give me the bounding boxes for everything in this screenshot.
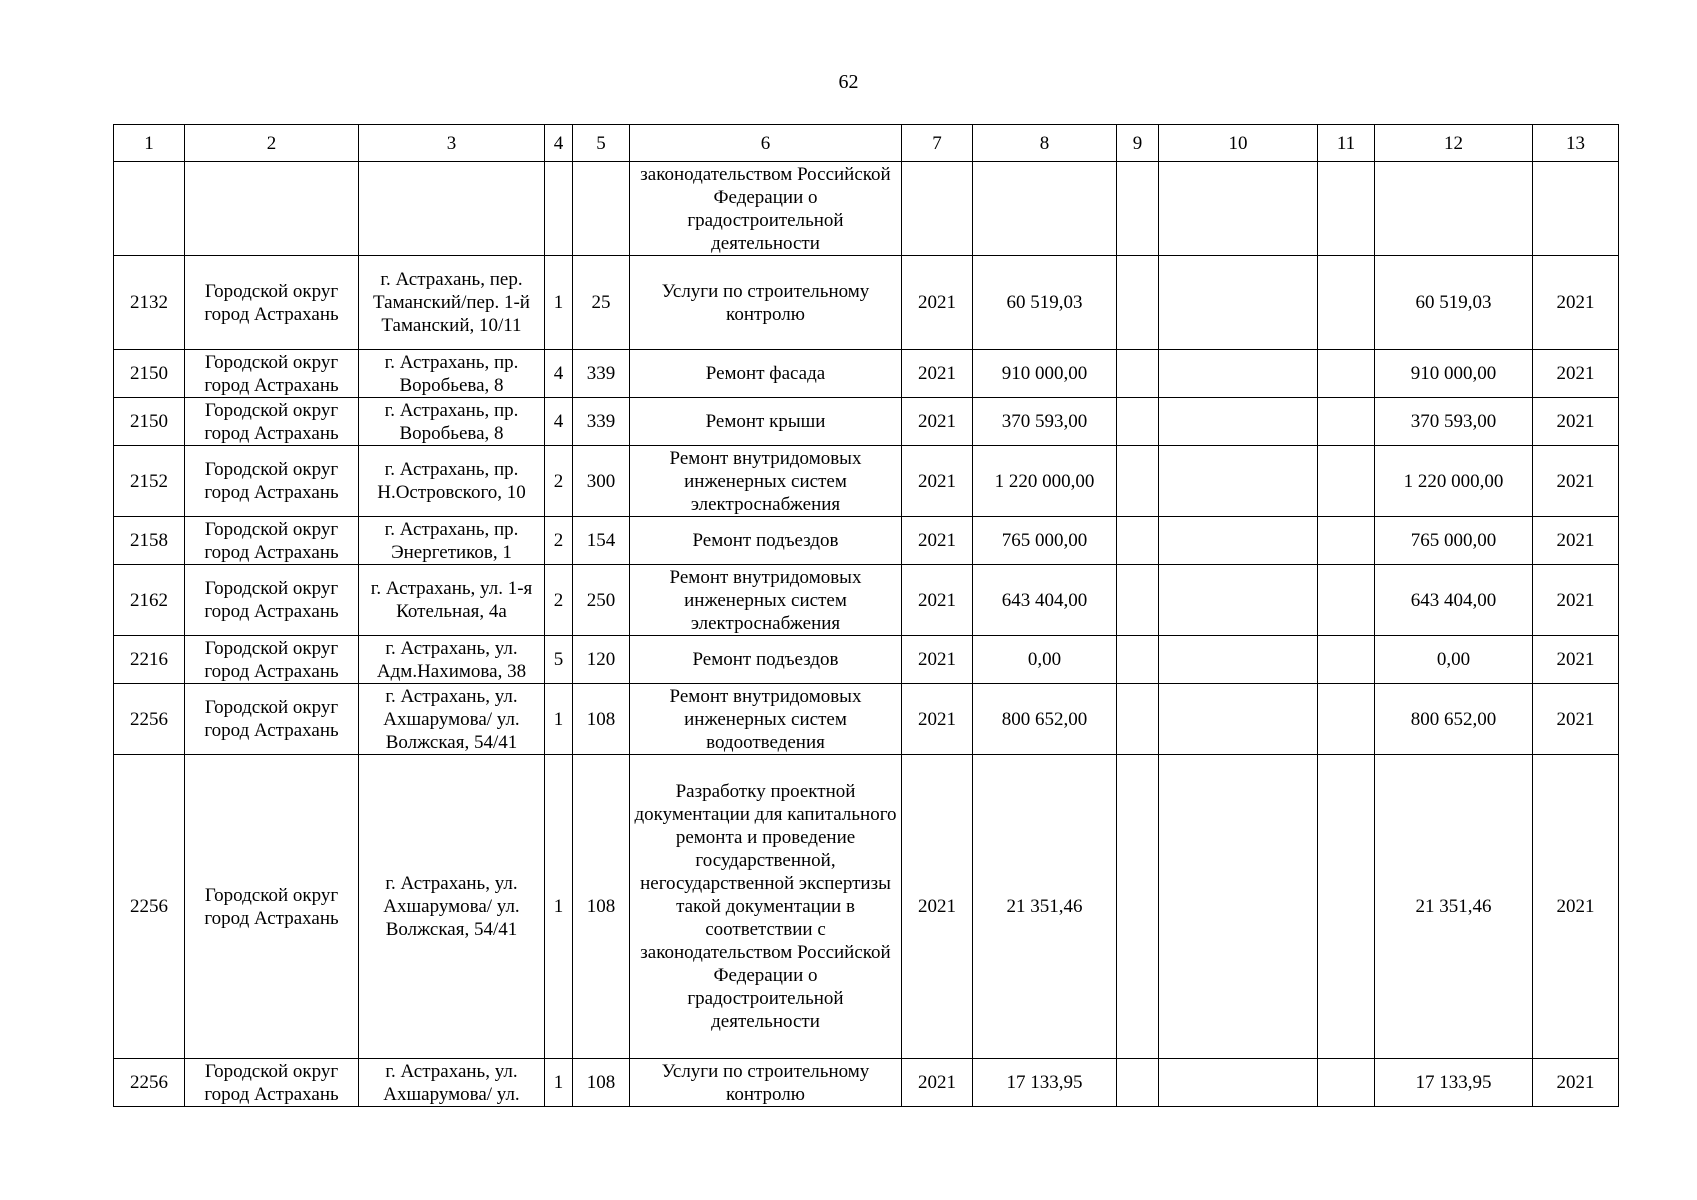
column-header: 8	[973, 125, 1117, 162]
amount: 765 000,00	[973, 517, 1117, 565]
row-number: 2152	[114, 446, 185, 517]
column-header: 12	[1375, 125, 1533, 162]
cell-col-11	[1318, 162, 1375, 256]
cell-col-5	[573, 162, 630, 256]
column-header: 3	[359, 125, 545, 162]
cell-col-11	[1318, 398, 1375, 446]
address: г. Астрахань, пр. Н.Островского, 10	[359, 446, 545, 517]
cell-col-9	[1117, 517, 1159, 565]
year-start: 2021	[902, 755, 973, 1059]
work-type: Ремонт крыши	[630, 398, 902, 446]
row-number: 2256	[114, 684, 185, 755]
address: г. Астрахань, ул. 1-я Котельная, 4а	[359, 565, 545, 636]
work-type: Услуги по строительному контролю	[630, 1059, 902, 1107]
amount: 370 593,00	[973, 398, 1117, 446]
year-start: 2021	[902, 256, 973, 350]
address: г. Астрахань, пер. Таманский/пер. 1-й Таманский, 10/11	[359, 256, 545, 350]
table-row	[114, 162, 1619, 256]
cell-col-10	[1159, 446, 1318, 517]
column-header: 2	[185, 125, 359, 162]
address: г. Астрахань, ул. Ахшарумова/ ул.	[359, 1059, 545, 1107]
cell-col-10	[1159, 684, 1318, 755]
year-end: 2021	[1533, 350, 1619, 398]
amount-total: 21 351,46	[1375, 755, 1533, 1059]
amount: 910 000,00	[973, 350, 1117, 398]
year-end	[1533, 162, 1619, 256]
table-body	[114, 162, 1619, 1107]
address: г. Астрахань, пр. Энергетиков, 1	[359, 517, 545, 565]
address: г. Астрахань, пр. Воробьева, 8	[359, 350, 545, 398]
table-row	[114, 256, 1619, 350]
column-header: 6	[630, 125, 902, 162]
cell-col-5: 108	[573, 684, 630, 755]
cell-col-5: 120	[573, 636, 630, 684]
cell-col-11	[1318, 256, 1375, 350]
cell-col-10	[1159, 565, 1318, 636]
row-number	[114, 162, 185, 256]
amount: 0,00	[973, 636, 1117, 684]
municipality: Городской округ город Астрахань	[185, 565, 359, 636]
amount: 1 220 000,00	[973, 446, 1117, 517]
cell-col-10	[1159, 350, 1318, 398]
cell-col-11	[1318, 684, 1375, 755]
cell-col-5: 25	[573, 256, 630, 350]
column-header: 11	[1318, 125, 1375, 162]
table-row	[114, 636, 1619, 684]
table-row	[114, 565, 1619, 636]
municipality: Городской округ город Астрахань	[185, 350, 359, 398]
table-row	[114, 517, 1619, 565]
cell-col-4: 5	[545, 636, 573, 684]
year-start: 2021	[902, 1059, 973, 1107]
year-start: 2021	[902, 565, 973, 636]
table-row	[114, 446, 1619, 517]
cell-col-9	[1117, 636, 1159, 684]
year-end: 2021	[1533, 446, 1619, 517]
cell-col-10	[1159, 636, 1318, 684]
repair-register-table	[113, 124, 1619, 1107]
cell-col-9	[1117, 755, 1159, 1059]
year-end: 2021	[1533, 684, 1619, 755]
cell-col-10	[1159, 256, 1318, 350]
amount-total: 370 593,00	[1375, 398, 1533, 446]
table-row	[114, 755, 1619, 1059]
cell-col-9	[1117, 446, 1159, 517]
row-number: 2162	[114, 565, 185, 636]
amount-total: 0,00	[1375, 636, 1533, 684]
cell-col-5: 300	[573, 446, 630, 517]
cell-col-4: 1	[545, 1059, 573, 1107]
cell-col-5: 250	[573, 565, 630, 636]
header-row	[114, 125, 1619, 162]
cell-col-5: 108	[573, 755, 630, 1059]
row-number: 2150	[114, 398, 185, 446]
address: г. Астрахань, ул. Адм.Нахимова, 38	[359, 636, 545, 684]
column-header: 13	[1533, 125, 1619, 162]
year-start	[902, 162, 973, 256]
column-header: 9	[1117, 125, 1159, 162]
cell-col-5: 339	[573, 398, 630, 446]
year-start: 2021	[902, 684, 973, 755]
year-start: 2021	[902, 636, 973, 684]
cell-col-4: 2	[545, 446, 573, 517]
cell-col-9	[1117, 398, 1159, 446]
cell-col-11	[1318, 350, 1375, 398]
amount-total: 765 000,00	[1375, 517, 1533, 565]
amount: 800 652,00	[973, 684, 1117, 755]
table-row	[114, 350, 1619, 398]
amount-total: 1 220 000,00	[1375, 446, 1533, 517]
cell-col-5: 339	[573, 350, 630, 398]
amount-total: 643 404,00	[1375, 565, 1533, 636]
cell-col-11	[1318, 636, 1375, 684]
cell-col-11	[1318, 565, 1375, 636]
cell-col-9	[1117, 565, 1159, 636]
year-end: 2021	[1533, 565, 1619, 636]
row-number: 2256	[114, 1059, 185, 1107]
row-number: 2256	[114, 755, 185, 1059]
cell-col-4: 1	[545, 684, 573, 755]
column-header: 4	[545, 125, 573, 162]
municipality: Городской округ город Астрахань	[185, 636, 359, 684]
cell-col-4: 1	[545, 256, 573, 350]
cell-col-4: 2	[545, 565, 573, 636]
cell-col-4: 1	[545, 755, 573, 1059]
year-start: 2021	[902, 517, 973, 565]
row-number: 2150	[114, 350, 185, 398]
cell-col-9	[1117, 684, 1159, 755]
cell-col-11	[1318, 755, 1375, 1059]
cell-col-10	[1159, 398, 1318, 446]
cell-col-9	[1117, 1059, 1159, 1107]
year-end: 2021	[1533, 398, 1619, 446]
amount	[973, 162, 1117, 256]
work-type: Ремонт подъездов	[630, 517, 902, 565]
year-end: 2021	[1533, 256, 1619, 350]
work-type: законодательством Российской Федерации о градостроительной деятельности	[630, 162, 902, 256]
cell-col-4: 4	[545, 350, 573, 398]
year-end: 2021	[1533, 636, 1619, 684]
municipality: Городской округ город Астрахань	[185, 398, 359, 446]
municipality: Городской округ город Астрахань	[185, 256, 359, 350]
cell-col-10	[1159, 517, 1318, 565]
table-row	[114, 1059, 1619, 1107]
work-type: Ремонт внутридомовых инженерных систем электроснабжения	[630, 565, 902, 636]
cell-col-9	[1117, 162, 1159, 256]
amount-total: 17 133,95	[1375, 1059, 1533, 1107]
page-number: 62	[838, 71, 859, 93]
municipality: Городской округ город Астрахань	[185, 684, 359, 755]
year-start: 2021	[902, 350, 973, 398]
municipality: Городской округ город Астрахань	[185, 755, 359, 1059]
row-number: 2158	[114, 517, 185, 565]
amount: 21 351,46	[973, 755, 1117, 1059]
year-end: 2021	[1533, 755, 1619, 1059]
amount-total: 60 519,03	[1375, 256, 1533, 350]
cell-col-11	[1318, 517, 1375, 565]
cell-col-4: 4	[545, 398, 573, 446]
amount-total	[1375, 162, 1533, 256]
cell-col-11	[1318, 446, 1375, 517]
address: г. Астрахань, пр. Воробьева, 8	[359, 398, 545, 446]
cell-col-10	[1159, 162, 1318, 256]
cell-col-4	[545, 162, 573, 256]
work-type: Ремонт фасада	[630, 350, 902, 398]
work-type: Ремонт внутридомовых инженерных систем водоотведения	[630, 684, 902, 755]
column-header: 10	[1159, 125, 1318, 162]
amount-total: 800 652,00	[1375, 684, 1533, 755]
amount: 60 519,03	[973, 256, 1117, 350]
cell-col-4: 2	[545, 517, 573, 565]
cell-col-5: 154	[573, 517, 630, 565]
table-row	[114, 398, 1619, 446]
work-type: Разработку проектной документации для капитального ремонта и проведение государственной, негосударственной экспертизы такой документации в соответствии с законодательством Российской Федерации о градостроительной деятельности	[630, 755, 902, 1059]
work-type: Ремонт внутридомовых инженерных систем электроснабжения	[630, 446, 902, 517]
cell-col-10	[1159, 755, 1318, 1059]
year-start: 2021	[902, 446, 973, 517]
address	[359, 162, 545, 256]
cell-col-11	[1318, 1059, 1375, 1107]
column-header: 1	[114, 125, 185, 162]
cell-col-5: 108	[573, 1059, 630, 1107]
table-row	[114, 684, 1619, 755]
row-number: 2132	[114, 256, 185, 350]
cell-col-10	[1159, 1059, 1318, 1107]
address: г. Астрахань, ул. Ахшарумова/ ул. Волжская, 54/41	[359, 755, 545, 1059]
cell-col-9	[1117, 256, 1159, 350]
cell-col-9	[1117, 350, 1159, 398]
work-type: Услуги по строительному контролю	[630, 256, 902, 350]
address: г. Астрахань, ул. Ахшарумова/ ул. Волжская, 54/41	[359, 684, 545, 755]
amount: 17 133,95	[973, 1059, 1117, 1107]
municipality	[185, 162, 359, 256]
year-end: 2021	[1533, 1059, 1619, 1107]
year-start: 2021	[902, 398, 973, 446]
municipality: Городской округ город Астрахань	[185, 1059, 359, 1107]
row-number: 2216	[114, 636, 185, 684]
amount: 643 404,00	[973, 565, 1117, 636]
column-header: 5	[573, 125, 630, 162]
year-end: 2021	[1533, 517, 1619, 565]
municipality: Городской округ город Астрахань	[185, 517, 359, 565]
amount-total: 910 000,00	[1375, 350, 1533, 398]
work-type: Ремонт подъездов	[630, 636, 902, 684]
column-header: 7	[902, 125, 973, 162]
municipality: Городской округ город Астрахань	[185, 446, 359, 517]
